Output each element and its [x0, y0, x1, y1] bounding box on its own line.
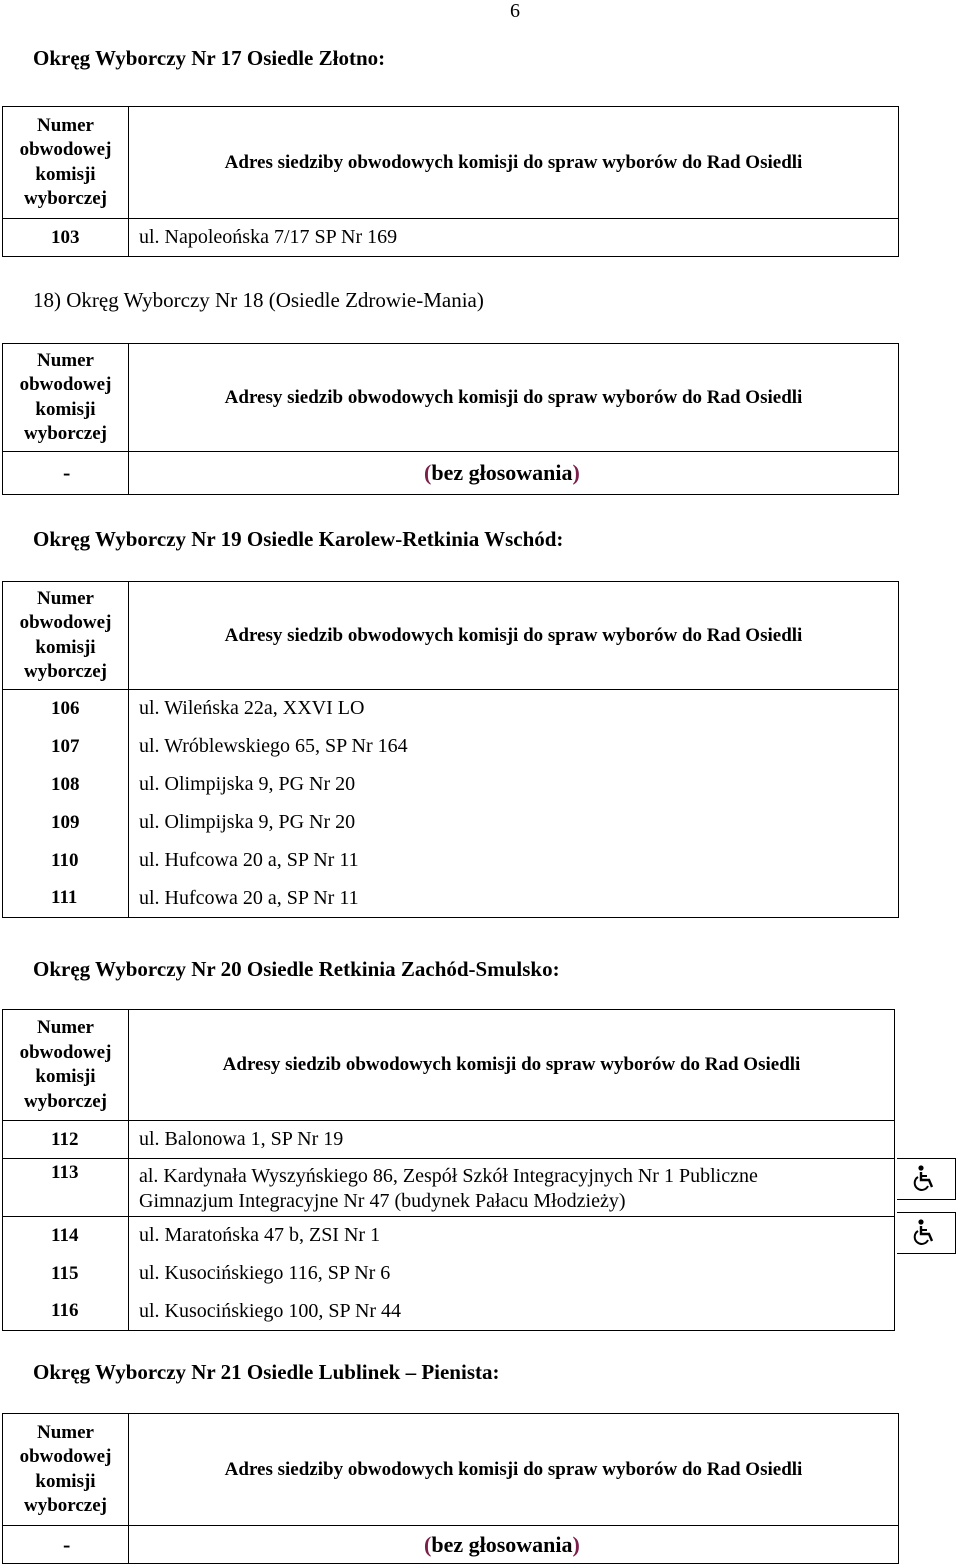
header-address: Adres siedziby obwodowych komisji do spraw wyborów do Rad Osiedli: [129, 1414, 899, 1526]
header-number: Numer obwodowej komisji wyborczej: [3, 1414, 129, 1526]
table-row-addr: ul. Kusocińskiego 100, SP Nr 44: [129, 1293, 895, 1331]
table-row-addr: ul. Hufcowa 20 a, SP Nr 11: [129, 880, 899, 918]
header-address: Adresy siedzib obwodowych komisji do spraw wyborów do Rad Osiedli: [129, 1010, 895, 1121]
table-18: [2, 343, 899, 495]
section-title-19: Okręg Wyborczy Nr 19 Osiedle Karolew-Retkinia Wschód:: [33, 527, 564, 551]
table-row-num: 116: [3, 1293, 129, 1331]
section-title-20: Okręg Wyborczy Nr 20 Osiedle Retkinia Zachód-Smulsko:: [33, 957, 560, 981]
table-row-num: 115: [3, 1255, 129, 1293]
table-row-num: 114: [3, 1217, 129, 1255]
table-row-num: 113: [3, 1159, 129, 1217]
table-row-addr: ul. Wileńska 22a, XXVI LO: [129, 690, 899, 728]
table-row-addr: ul. Hufcowa 20 a, SP Nr 11: [129, 842, 899, 880]
table-17: [2, 106, 899, 257]
page-number: 6: [510, 0, 520, 22]
header-address: Adres siedziby obwodowych komisji do spraw wyborów do Rad Osiedli: [129, 107, 899, 219]
table-row-addr: ul. Balonowa 1, SP Nr 19: [129, 1121, 895, 1159]
header-number: Numer obwodowej komisji wyborczej: [3, 344, 129, 452]
accessibility-cell-113: [897, 1158, 956, 1200]
table-row-addr: al. Kardynała Wyszyńskiego 86, Zespół Szkół Integracyjnych Nr 1 Publiczne Gimnazjum Integracyjne Nr 47 (budynek Pałacu Młodzieży): [129, 1159, 895, 1217]
no-vote-dash: -: [3, 1526, 129, 1564]
header-number: Numer obwodowej komisji wyborczej: [3, 1010, 129, 1121]
table-20: [2, 1009, 895, 1331]
table-row-num: 107: [3, 728, 129, 766]
table-row-num: 111: [3, 880, 129, 918]
table-row-num: 106: [3, 690, 129, 728]
table-row-addr: ul. Olimpijska 9, PG Nr 20: [129, 804, 899, 842]
table-row-addr: ul. Kusocińskiego 116, SP Nr 6: [129, 1255, 895, 1293]
table-row-num: 103: [3, 219, 129, 257]
header-number: Numer obwodowej komisji wyborczej: [3, 107, 129, 219]
table-row-addr: ul. Olimpijska 9, PG Nr 20: [129, 766, 899, 804]
table-row-addr: ul. Wróblewskiego 65, SP Nr 164: [129, 728, 899, 766]
wheelchair-icon: [913, 1165, 939, 1193]
table-row-addr: ul. Maratońska 47 b, ZSI Nr 1: [129, 1217, 895, 1255]
table-row-num: 112: [3, 1121, 129, 1159]
wheelchair-icon: [913, 1219, 939, 1247]
header-address: Adresy siedzib obwodowych komisji do spraw wyborów do Rad Osiedli: [129, 344, 899, 452]
table-row-num: 108: [3, 766, 129, 804]
table-21: [2, 1413, 899, 1564]
table-row-addr: ul. Napoleońska 7/17 SP Nr 169: [129, 219, 899, 257]
no-vote-text: (bez głosowania): [129, 452, 899, 495]
table-19: [2, 581, 899, 918]
section-title-18: 18) Okręg Wyborczy Nr 18 (Osiedle Zdrowie-Mania): [33, 288, 484, 312]
no-vote-text: (bez głosowania): [129, 1526, 899, 1564]
section-title-21: Okręg Wyborczy Nr 21 Osiedle Lublinek – Pienista:: [33, 1360, 500, 1384]
table-row-num: 110: [3, 842, 129, 880]
header-address: Adresy siedzib obwodowych komisji do spraw wyborów do Rad Osiedli: [129, 582, 899, 690]
accessibility-cell-114: [897, 1212, 956, 1254]
no-vote-dash: -: [3, 452, 129, 495]
section-title-17: Okręg Wyborczy Nr 17 Osiedle Złotno:: [33, 46, 386, 70]
header-number: Numer obwodowej komisji wyborczej: [3, 582, 129, 690]
table-row-num: 109: [3, 804, 129, 842]
